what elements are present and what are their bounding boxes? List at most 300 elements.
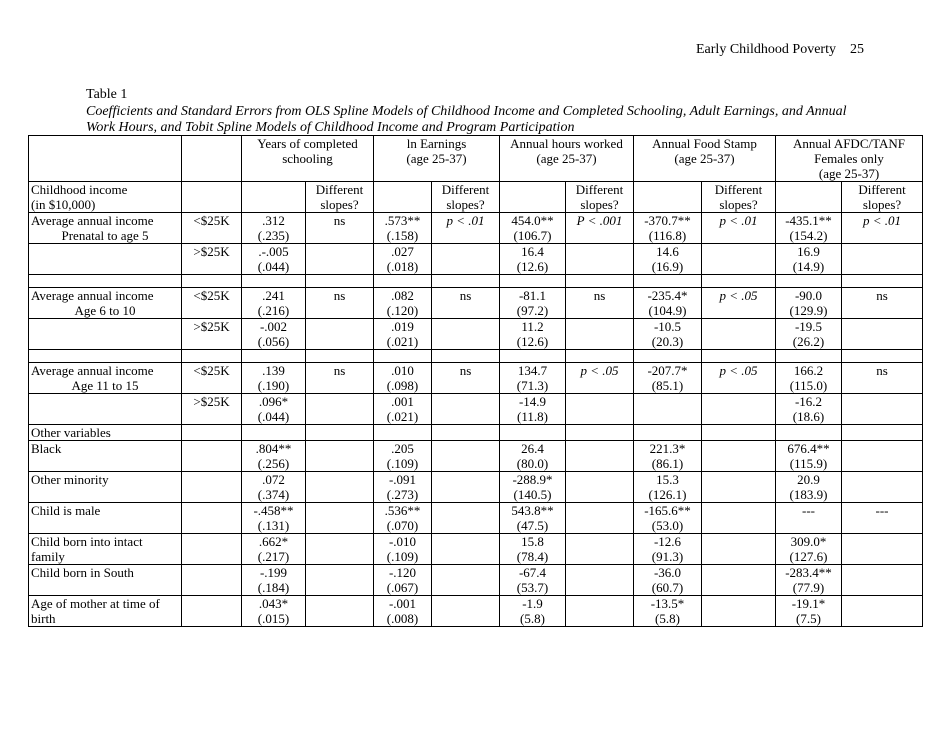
coefficient: 454.0** <box>511 213 554 228</box>
different-slopes-cell <box>306 213 374 244</box>
blank-cell <box>182 472 242 503</box>
coefficient-cell <box>242 534 306 565</box>
coefficient: .027 <box>391 244 414 259</box>
coefficient: -288.9* <box>512 472 553 487</box>
coefficient: .096* <box>258 394 289 409</box>
standard-error: (80.0) <box>516 456 549 471</box>
blank-cell <box>182 503 242 534</box>
blank-cell <box>182 565 242 596</box>
row-label <box>29 503 182 534</box>
coefficient: -207.7* <box>647 363 688 378</box>
coefficient: 543.8** <box>511 503 554 518</box>
different-slopes-value: ns <box>876 363 888 378</box>
row-label-line: Child born in South <box>31 565 134 580</box>
different-slopes-cell <box>432 534 500 565</box>
coefficient-cell <box>776 534 842 565</box>
coefficient: 676.4** <box>787 441 830 456</box>
coefficient-cell <box>776 363 842 394</box>
coefficient-cell <box>242 472 306 503</box>
coefficient-cell <box>374 441 432 472</box>
coefficient-cell <box>500 596 566 627</box>
running-title: Early Childhood Poverty <box>696 42 836 57</box>
income-header-line: (in $10,000) <box>31 197 96 212</box>
column-header-line: (age 25-37) <box>406 151 467 166</box>
coefficient-cell <box>634 244 702 275</box>
different-slopes-header <box>842 182 923 213</box>
standard-error: (60.7) <box>651 580 684 595</box>
coefficient-cell <box>776 288 842 319</box>
different-slopes-cell <box>566 565 634 596</box>
standard-error: (115.0) <box>789 378 828 393</box>
income-band-label <box>182 213 242 244</box>
diff-header-line: slopes? <box>446 197 485 212</box>
coefficient-cell <box>374 288 432 319</box>
different-slopes-cell <box>702 244 776 275</box>
different-slopes-value: p < .05 <box>719 288 758 303</box>
different-slopes-value: p < .05 <box>719 363 758 378</box>
different-slopes-header <box>432 182 500 213</box>
coef-subheader-cell <box>374 182 432 213</box>
spacer-cell <box>776 275 842 288</box>
standard-error: (.131) <box>257 518 290 533</box>
coefficient-cell <box>500 503 566 534</box>
coefficient: 11.2 <box>521 319 544 334</box>
coefficient: -.010 <box>388 534 417 549</box>
standard-error: (.217) <box>257 549 290 564</box>
different-slopes-cell <box>432 319 500 350</box>
spacer-cell <box>182 350 242 363</box>
different-slopes-value: p < .05 <box>580 363 619 378</box>
income-band-label <box>182 363 242 394</box>
page-number: 25 <box>850 42 864 57</box>
column-header-line: Annual hours worked <box>510 136 623 151</box>
coefficient: 26.4 <box>521 441 544 456</box>
spacer-cell <box>566 350 634 363</box>
standard-error: (.008) <box>386 611 419 626</box>
income-band-label <box>182 394 242 425</box>
standard-error: (11.8) <box>517 409 548 424</box>
coefficient-cell <box>634 319 702 350</box>
coefficient: .001 <box>391 394 414 409</box>
row-label-line: birth <box>31 611 56 626</box>
header-row <box>29 136 923 182</box>
different-slopes-value: --- <box>875 503 889 518</box>
standard-error: (.273) <box>386 487 419 502</box>
coefficient: -13.5* <box>650 596 685 611</box>
standard-error: (.067) <box>386 580 419 595</box>
different-slopes-cell <box>306 319 374 350</box>
coefficient: .082 <box>391 288 414 303</box>
coefficient: 16.9 <box>797 244 820 259</box>
coefficient-cell <box>242 565 306 596</box>
different-slopes-value: ns <box>333 213 346 228</box>
different-slopes-cell <box>842 394 923 425</box>
blank-cell <box>566 425 634 441</box>
table-row <box>29 503 923 534</box>
coefficient: -370.7** <box>644 213 691 228</box>
coefficient-cell <box>500 394 566 425</box>
spacer-row <box>29 275 923 288</box>
coefficient: .662* <box>258 534 289 549</box>
row-label <box>29 565 182 596</box>
row-label-line: Average annual income <box>31 213 154 228</box>
different-slopes-cell <box>702 441 776 472</box>
different-slopes-cell <box>702 213 776 244</box>
standard-error: (85.1) <box>651 378 684 393</box>
standard-error: (5.8) <box>655 611 680 626</box>
table-row <box>29 565 923 596</box>
different-slopes-cell <box>306 394 374 425</box>
different-slopes-cell <box>432 213 500 244</box>
coefficient-cell <box>374 503 432 534</box>
different-slopes-cell <box>842 244 923 275</box>
row-label-line: Child is male <box>31 503 101 518</box>
spacer-cell <box>306 350 374 363</box>
different-slopes-value: ns <box>459 288 472 303</box>
coefficient: .312 <box>262 213 285 228</box>
different-slopes-cell <box>842 213 923 244</box>
table-label: Table 1 <box>86 87 128 102</box>
standard-error: (.056) <box>257 334 290 349</box>
different-slopes-cell <box>566 596 634 627</box>
blank-cell <box>432 425 500 441</box>
row-label <box>29 596 182 627</box>
different-slopes-cell <box>566 472 634 503</box>
column-header <box>374 136 500 182</box>
blank-cell <box>842 425 923 441</box>
standard-error: (53.7) <box>516 580 549 595</box>
row-label <box>29 472 182 503</box>
coefficient: -16.2 <box>794 394 823 409</box>
coefficient: -36.0 <box>653 565 682 580</box>
coefficient-cell <box>374 534 432 565</box>
coefficient: .010 <box>391 363 414 378</box>
different-slopes-header <box>306 182 374 213</box>
column-header-line: schooling <box>282 151 333 166</box>
blank-cell <box>182 425 242 441</box>
different-slopes-cell <box>566 394 634 425</box>
spacer-cell <box>306 275 374 288</box>
coefficient: .241 <box>262 288 285 303</box>
blank-cell <box>374 425 432 441</box>
different-slopes-cell <box>566 288 634 319</box>
income-band-text: <$25K <box>193 288 230 303</box>
standard-error: (.184) <box>257 580 290 595</box>
standard-error: (.021) <box>386 409 419 424</box>
different-slopes-cell <box>702 503 776 534</box>
row-label <box>29 441 182 472</box>
row-label-line: Child born into intact <box>31 534 143 549</box>
standard-error: (154.2) <box>789 228 828 243</box>
coefficient-cell <box>374 472 432 503</box>
different-slopes-value: p < .01 <box>863 213 902 228</box>
blank-cell <box>500 425 566 441</box>
coefficient-cell <box>500 441 566 472</box>
coefficient: -.091 <box>388 472 417 487</box>
income-header-line: Childhood income <box>31 182 128 197</box>
different-slopes-cell <box>306 363 374 394</box>
blank-cell <box>182 596 242 627</box>
row-label-blank <box>29 244 182 275</box>
coefficient: -81.1 <box>518 288 547 303</box>
standard-error: (129.9) <box>789 303 828 318</box>
coefficient: .804** <box>255 441 292 456</box>
table-body <box>29 136 923 627</box>
coefficient: .536** <box>384 503 421 518</box>
coefficient: .072 <box>262 472 285 487</box>
standard-error: (12.6) <box>516 259 549 274</box>
coefficient-cell <box>242 319 306 350</box>
standard-error: (104.9) <box>648 303 687 318</box>
income-band-text: >$25K <box>193 394 230 409</box>
column-header <box>634 136 776 182</box>
income-band-text: >$25K <box>193 319 230 334</box>
coefficient: .139 <box>262 363 285 378</box>
different-slopes-cell <box>702 565 776 596</box>
standard-error: (.070) <box>386 518 419 533</box>
column-header-line: Annual AFDC/TANF <box>793 136 906 151</box>
standard-error: (183.9) <box>789 487 828 502</box>
row-label-line: Age 11 to 15 <box>71 378 139 393</box>
coefficient: -283.4** <box>785 565 832 580</box>
coefficient-cell <box>500 244 566 275</box>
different-slopes-cell <box>306 596 374 627</box>
coefficient: .043* <box>258 596 289 611</box>
different-slopes-cell <box>432 441 500 472</box>
table-caption: Coefficients and Standard Errors from OLS Spline Models of Childhood Income and Completed Schooling, Adult Earnings, and Annual Work Hours, and Tobit Spline Models of Childhood Income and Program Participation <box>86 104 847 135</box>
coefficient-cell <box>500 213 566 244</box>
subheader-row <box>29 182 923 213</box>
column-header-line: (age 25-37) <box>818 166 880 181</box>
spacer-cell <box>432 275 500 288</box>
different-slopes-cell <box>842 288 923 319</box>
diff-header-line: Different <box>441 182 490 197</box>
different-slopes-cell <box>432 244 500 275</box>
standard-error: (140.5) <box>513 487 552 502</box>
row-label-line: Average annual income <box>31 363 154 378</box>
coefficient: -12.6 <box>653 534 682 549</box>
coefficient-cell <box>634 394 702 425</box>
coefficient-cell <box>634 503 702 534</box>
blank-cell <box>182 441 242 472</box>
coefficient: -.199 <box>259 565 288 580</box>
coefficient-cell <box>500 319 566 350</box>
column-header <box>242 136 374 182</box>
income-band-text: <$25K <box>193 213 230 228</box>
coefficient-cell <box>500 534 566 565</box>
coefficient-cell <box>242 441 306 472</box>
coefficient-cell <box>242 596 306 627</box>
spacer-cell <box>634 350 702 363</box>
coefficient: 15.3 <box>656 472 679 487</box>
diff-header-line: slopes? <box>862 197 902 212</box>
coefficient-cell <box>374 565 432 596</box>
standard-error: (14.9) <box>792 259 825 274</box>
spacer-cell <box>29 275 182 288</box>
standard-error: (.098) <box>386 378 419 393</box>
standard-error: (.021) <box>386 334 419 349</box>
different-slopes-value: p < .01 <box>719 213 758 228</box>
coef-subheader-cell <box>500 182 566 213</box>
table-row <box>29 363 923 394</box>
coefficient-cell <box>634 596 702 627</box>
coefficient: 16.4 <box>521 244 544 259</box>
diff-header-line: slopes? <box>719 197 758 212</box>
diff-header-line: Different <box>714 182 763 197</box>
different-slopes-value: p < .01 <box>446 213 485 228</box>
column-header-line: ln Earnings <box>406 136 467 151</box>
header-blank-cell <box>29 136 182 182</box>
standard-error: (.235) <box>257 228 290 243</box>
coefficient: -.002 <box>259 319 288 334</box>
different-slopes-cell <box>306 441 374 472</box>
different-slopes-cell <box>432 565 500 596</box>
blank-cell <box>634 425 702 441</box>
income-band-label <box>182 288 242 319</box>
diff-header-line: Different <box>575 182 624 197</box>
different-slopes-value: ns <box>333 363 346 378</box>
row-label-line: family <box>31 549 65 564</box>
standard-error: (20.3) <box>651 334 684 349</box>
column-header <box>776 136 923 182</box>
coefficient: -.458** <box>253 503 294 518</box>
different-slopes-cell <box>306 565 374 596</box>
coefficient-cell <box>776 244 842 275</box>
coefficient: 20.9 <box>797 472 820 487</box>
standard-error: (5.8) <box>520 611 545 626</box>
row-label-line: Black <box>31 441 62 456</box>
coefficient: -.001 <box>388 596 417 611</box>
table-row <box>29 319 923 350</box>
standard-error: (12.6) <box>516 334 549 349</box>
section-row <box>29 425 923 441</box>
table-row <box>29 596 923 627</box>
different-slopes-cell <box>842 441 923 472</box>
coefficient: -90.0 <box>794 288 823 303</box>
standard-error: (7.5) <box>796 611 821 626</box>
row-label <box>29 534 182 565</box>
coef-subheader-cell <box>242 182 306 213</box>
different-slopes-cell <box>702 288 776 319</box>
blank-cell <box>702 425 776 441</box>
different-slopes-cell <box>842 319 923 350</box>
section-label-text: Other variables <box>31 425 111 440</box>
different-slopes-cell <box>306 503 374 534</box>
standard-error: (53.0) <box>651 518 684 533</box>
spacer-cell <box>432 350 500 363</box>
coefficient: -14.9 <box>518 394 547 409</box>
table-row <box>29 394 923 425</box>
coefficient: 221.3* <box>649 441 686 456</box>
coef-subheader-cell <box>776 182 842 213</box>
coefficient-cell <box>242 288 306 319</box>
coefficient-cell <box>634 288 702 319</box>
spacer-cell <box>500 275 566 288</box>
different-slopes-cell <box>566 534 634 565</box>
diff-header-line: slopes? <box>320 197 359 212</box>
income-band-label <box>182 244 242 275</box>
income-band-label <box>182 319 242 350</box>
different-slopes-value: ns <box>459 363 472 378</box>
row-label-blank <box>29 394 182 425</box>
standard-error: (.158) <box>386 228 419 243</box>
different-slopes-cell <box>702 319 776 350</box>
spacer-cell <box>374 275 432 288</box>
diff-header-line: Different <box>315 182 364 197</box>
standard-error: (.044) <box>257 409 290 424</box>
standard-error: (127.6) <box>789 549 828 564</box>
coefficient-cell <box>776 213 842 244</box>
spacer-cell <box>702 275 776 288</box>
header-blank-cell <box>182 136 242 182</box>
different-slopes-cell <box>306 472 374 503</box>
coefficient: 134.7 <box>517 363 548 378</box>
coefficient: --- <box>802 503 816 518</box>
coefficient-cell <box>776 565 842 596</box>
coefficient-cell <box>776 394 842 425</box>
spacer-cell <box>374 350 432 363</box>
different-slopes-value: ns <box>333 288 346 303</box>
coefficient-cell <box>500 363 566 394</box>
standard-error: (.256) <box>257 456 290 471</box>
coefficient-cell <box>634 213 702 244</box>
standard-error: (.044) <box>257 259 290 274</box>
coefficient: 14.6 <box>656 244 679 259</box>
different-slopes-cell <box>306 288 374 319</box>
coefficient-cell <box>242 244 306 275</box>
table-row <box>29 244 923 275</box>
standard-error: (126.1) <box>648 487 687 502</box>
standard-error: (.109) <box>386 549 419 564</box>
section-label <box>29 425 182 441</box>
coefficient-cell <box>634 472 702 503</box>
coefficient-cell <box>776 441 842 472</box>
running-head <box>696 42 864 58</box>
coefficient: .205 <box>391 441 414 456</box>
standard-error: (.018) <box>386 259 419 274</box>
results-table <box>28 135 923 627</box>
column-header-line: Years of completed <box>257 136 358 151</box>
diff-header-line: slopes? <box>580 197 619 212</box>
spacer-cell <box>702 350 776 363</box>
spacer-cell <box>842 275 923 288</box>
different-slopes-cell <box>702 472 776 503</box>
spacer-cell <box>242 275 306 288</box>
different-slopes-cell <box>432 363 500 394</box>
header-blank-cell <box>182 182 242 213</box>
coefficient: -235.4* <box>647 288 688 303</box>
column-header-line: Annual Food Stamp <box>652 136 757 151</box>
row-label-line: Average annual income <box>31 288 154 303</box>
row-label-line: Age 6 to 10 <box>74 303 136 318</box>
different-slopes-cell <box>306 244 374 275</box>
spacer-cell <box>634 275 702 288</box>
standard-error: (97.2) <box>516 303 549 318</box>
spacer-cell <box>500 350 566 363</box>
standard-error: (.216) <box>257 303 290 318</box>
coefficient: -10.5 <box>653 319 682 334</box>
different-slopes-cell <box>306 534 374 565</box>
coefficient: 15.8 <box>521 534 544 549</box>
spacer-cell <box>842 350 923 363</box>
coef-subheader-cell <box>634 182 702 213</box>
standard-error: (.120) <box>386 303 419 318</box>
different-slopes-cell <box>702 596 776 627</box>
different-slopes-value: P < .001 <box>576 213 623 228</box>
coefficient: -165.6** <box>644 503 691 518</box>
blank-cell <box>306 425 374 441</box>
different-slopes-cell <box>702 534 776 565</box>
